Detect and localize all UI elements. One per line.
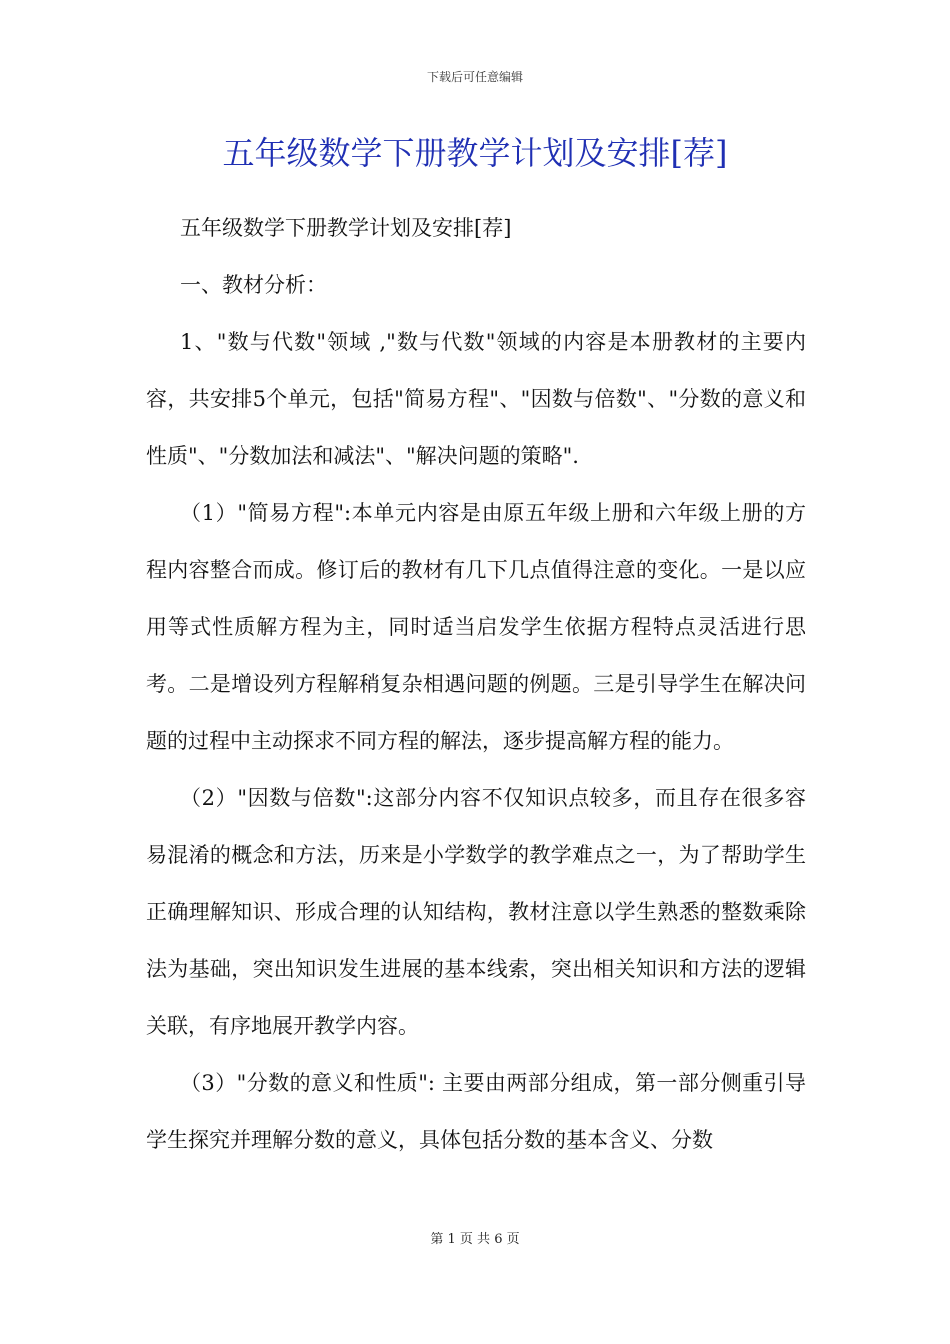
document-title: 五年级数学下册教学计划及安排[荐] bbox=[222, 134, 728, 172]
header-note: 下载后可任意编辑 bbox=[426, 70, 523, 84]
document-body bbox=[146, 200, 806, 1169]
paragraph-item-1: 1、"数与代数"领域 ,"数与代数"领域的内容是本册教材的主要内容，共安排5个单元，包括"简易方程"、"因数与倍数"、"分数的意义和性质"、"分数加法和减法"、"解决问题的策略". bbox=[146, 330, 806, 468]
paragraph-item-1-1: （1）"简易方程":本单元内容是由原五年级上册和六年级上册的方程内容整合而成。修订后的教材有几下几点值得注意的变化。一是以应用等式性质解方程为主，同时适当启发学生依据方程特点灵活进行思考。二是增设列方程解稍复杂相遇问题的例题。三是引导学生在解决问题的过程中主动探求不同方程的解法，逐步提高解方程的能力。 bbox=[146, 501, 806, 753]
page-footer: 第 1 页 共 6 页 bbox=[430, 1232, 520, 1247]
paragraph-section-heading: 一、教材分析： bbox=[180, 273, 327, 297]
paragraph-item-1-3: （3）"分数的意义和性质": 主要由两部分组成，第一部分侧重引导学生探究并理解分数的意义，具体包括分数的基本含义、分数 bbox=[146, 1071, 806, 1152]
paragraph-subtitle: 五年级数学下册教学计划及安排[荐] bbox=[180, 216, 512, 240]
paragraph-item-1-2: （2）"因数与倍数":这部分内容不仅知识点较多，而且存在很多容易混淆的概念和方法，历来是小学数学的教学难点之一，为了帮助学生正确理解知识、形成合理的认知结构，教材注意以学生熟悉的整数乘除法为基础，突出知识发生进展的基本线索，突出相关知识和方法的逻辑关联，有序地展开教学内容。 bbox=[146, 786, 806, 1038]
